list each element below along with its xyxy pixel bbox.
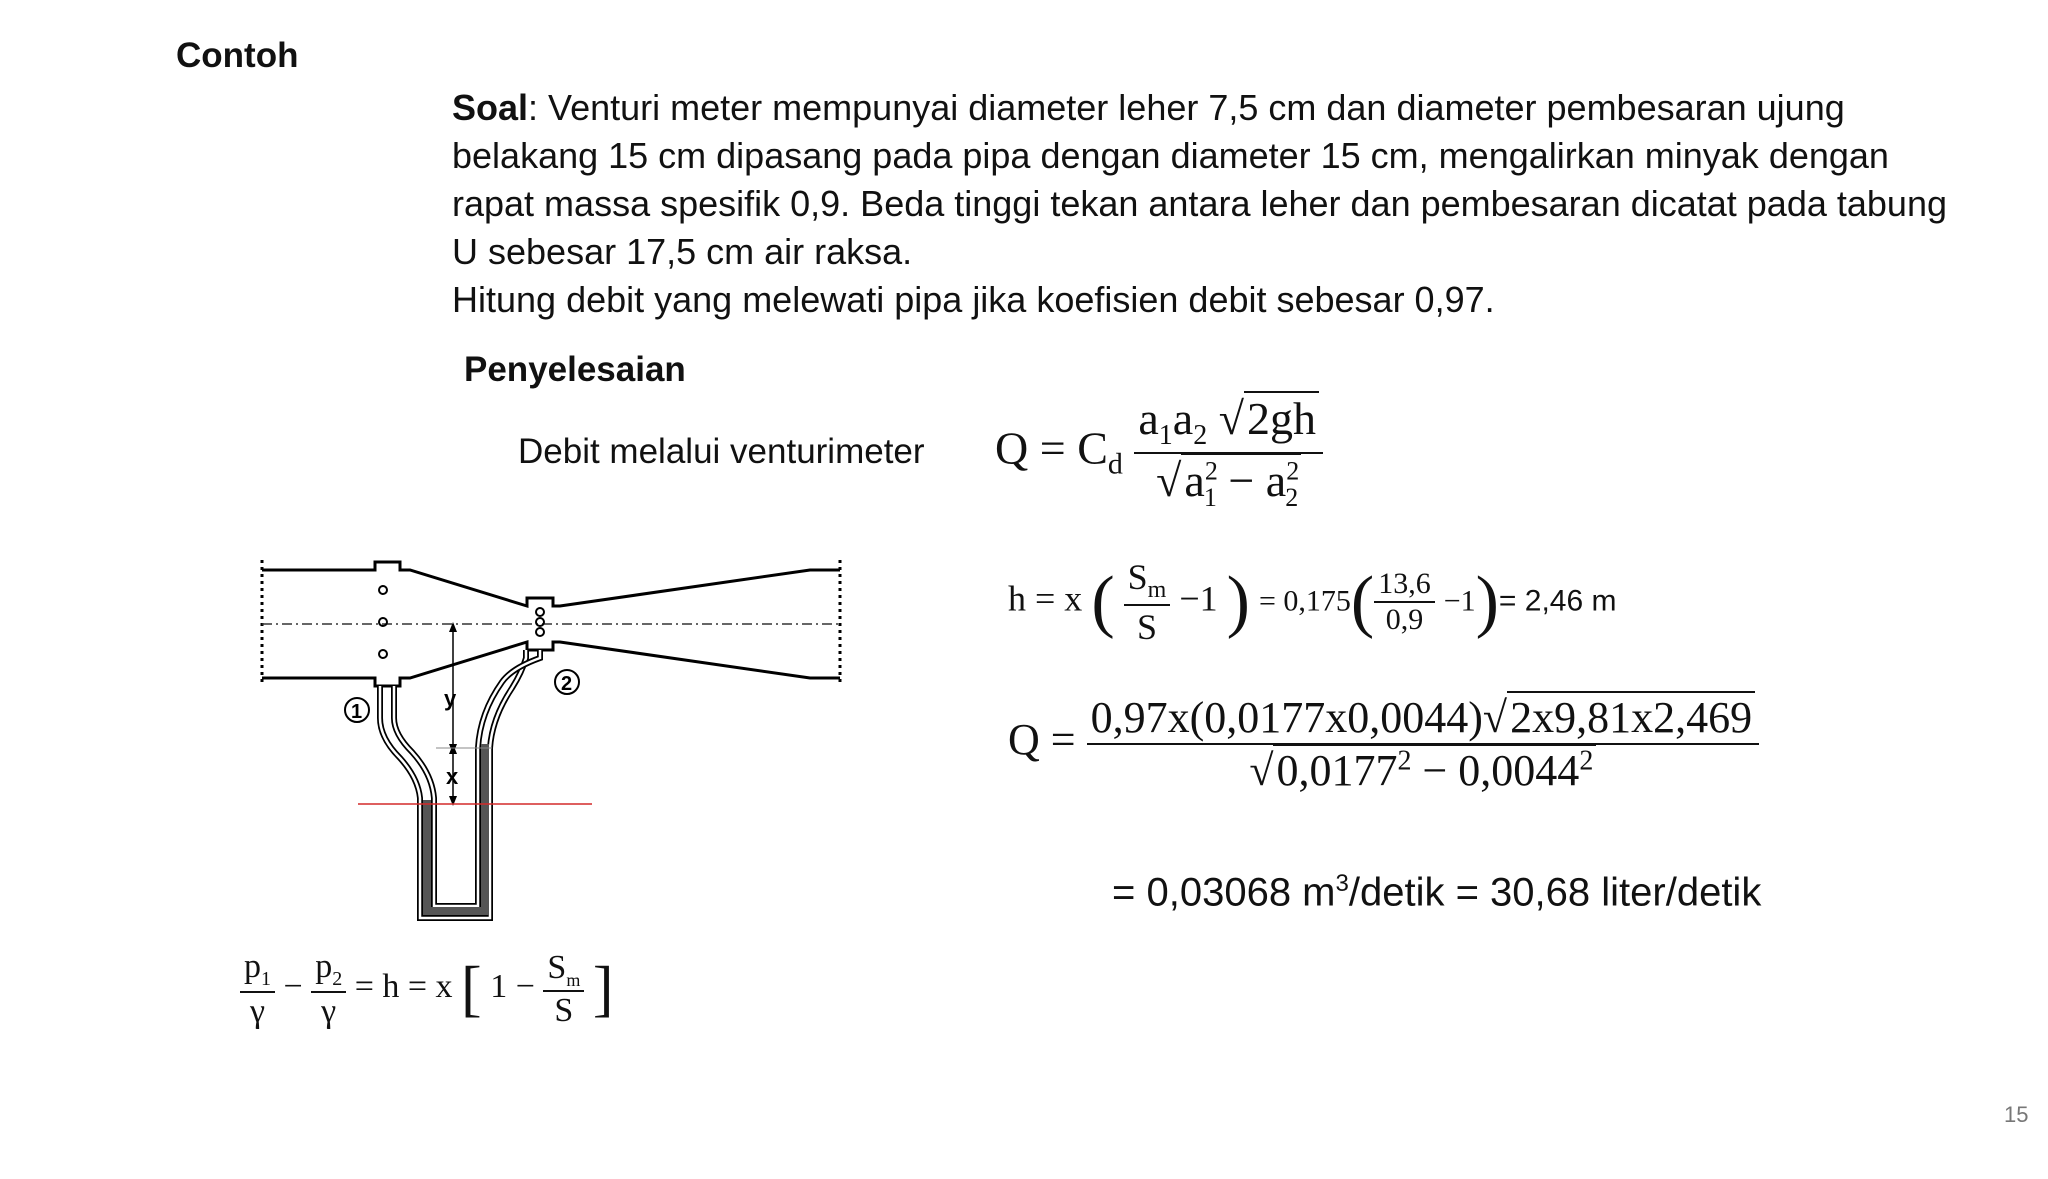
mercury-left	[423, 800, 431, 915]
solution-heading: Penyelesaian	[464, 350, 686, 389]
venturi-meter-diagram	[240, 548, 860, 948]
tap-circle	[536, 608, 544, 616]
problem-question: Hitung debit yang melewati pipa jika koefisien debit sebesar 0,97.	[452, 279, 1495, 320]
final-result: = 0,03068 $m^3$/detik = 30,68 liter/detik	[1112, 870, 1762, 915]
debit-label: Debit melalui venturimeter	[518, 432, 925, 471]
venturi-bottom-wall	[262, 642, 840, 686]
problem-text: Soal: Venturi meter mempunyai diameter leher 7,5 cm dan diameter pembesaran ujung belakang 15 cm dipasang pada pipa dengan diameter 15 cm, mengalirkan minyak dengan rapat massa spesifik 0,9. Beda tinggi tekan antara leher dan pembesaran dicatat pada tabung U sebesar 17,5 cm air raksa.	[452, 87, 1947, 272]
label-x: x	[446, 764, 459, 789]
point-2-label: 2	[561, 673, 573, 695]
problem-body: Venturi meter mempunyai diameter leher 7,5 cm dan diameter pembesaran ujung belakang 15 cm dipasang pada pipa dengan diameter 15 cm, mengalirkan minyak dengan rapat massa spesifik 0,9. Beda tinggi tekan antara leher dan pembesaran dicatat pada tabung U sebesar 17,5 cm air raksa.	[452, 87, 1947, 272]
point-1-label: 1	[351, 701, 363, 723]
venturi-top-wall	[262, 562, 840, 606]
formula-pressure: $\frac{p_1}{\gamma}$ − $\frac{p_2}{\gamma}$ = h = x [ 1 − $\frac{S_m}{S}$ ]	[240, 948, 613, 1031]
tap-circle	[536, 618, 544, 626]
discharge-fraction: $\frac{a_1a_2 √2gh}{√a^2_1 - a^2_2}$	[1134, 392, 1323, 513]
mercury-bottom	[423, 907, 489, 915]
soal-label: Soal	[452, 87, 529, 128]
label-y: y	[444, 686, 457, 711]
head-result: = 2,46 m	[1498, 584, 1617, 618]
page-number: 15	[2004, 1102, 2029, 1127]
sqrt-icon: √	[1482, 693, 1508, 742]
sqrt-icon: √	[1218, 393, 1244, 444]
sqrt-icon: √	[1249, 746, 1274, 795]
formula-discharge: $Q = C_d$ $\frac{a_1a_2 √2gh}{√a^2_1 - a^2_2}$	[995, 392, 1323, 513]
tap-circle	[536, 628, 544, 636]
formula-discharge-numeric: Q = $\frac{0,97x(0,0177x0,0044)√2x9,81x2,469}{√0,0177^2 - 0,0044^2}$	[1008, 692, 1759, 796]
problem-statement	[452, 84, 1952, 324]
formula-head: h = x ( $\frac{S_m}{S}$ −1 ) = 0,175( $\frac{13,6}{0,9}$ −1)= 2,46 m	[1008, 557, 1617, 648]
tap-circle	[379, 618, 387, 626]
slide-heading: Contoh	[176, 36, 299, 75]
tap-circle	[379, 586, 387, 594]
tap-circle	[379, 650, 387, 658]
sqrt-icon: √	[1156, 455, 1182, 507]
mercury-right	[481, 744, 489, 915]
